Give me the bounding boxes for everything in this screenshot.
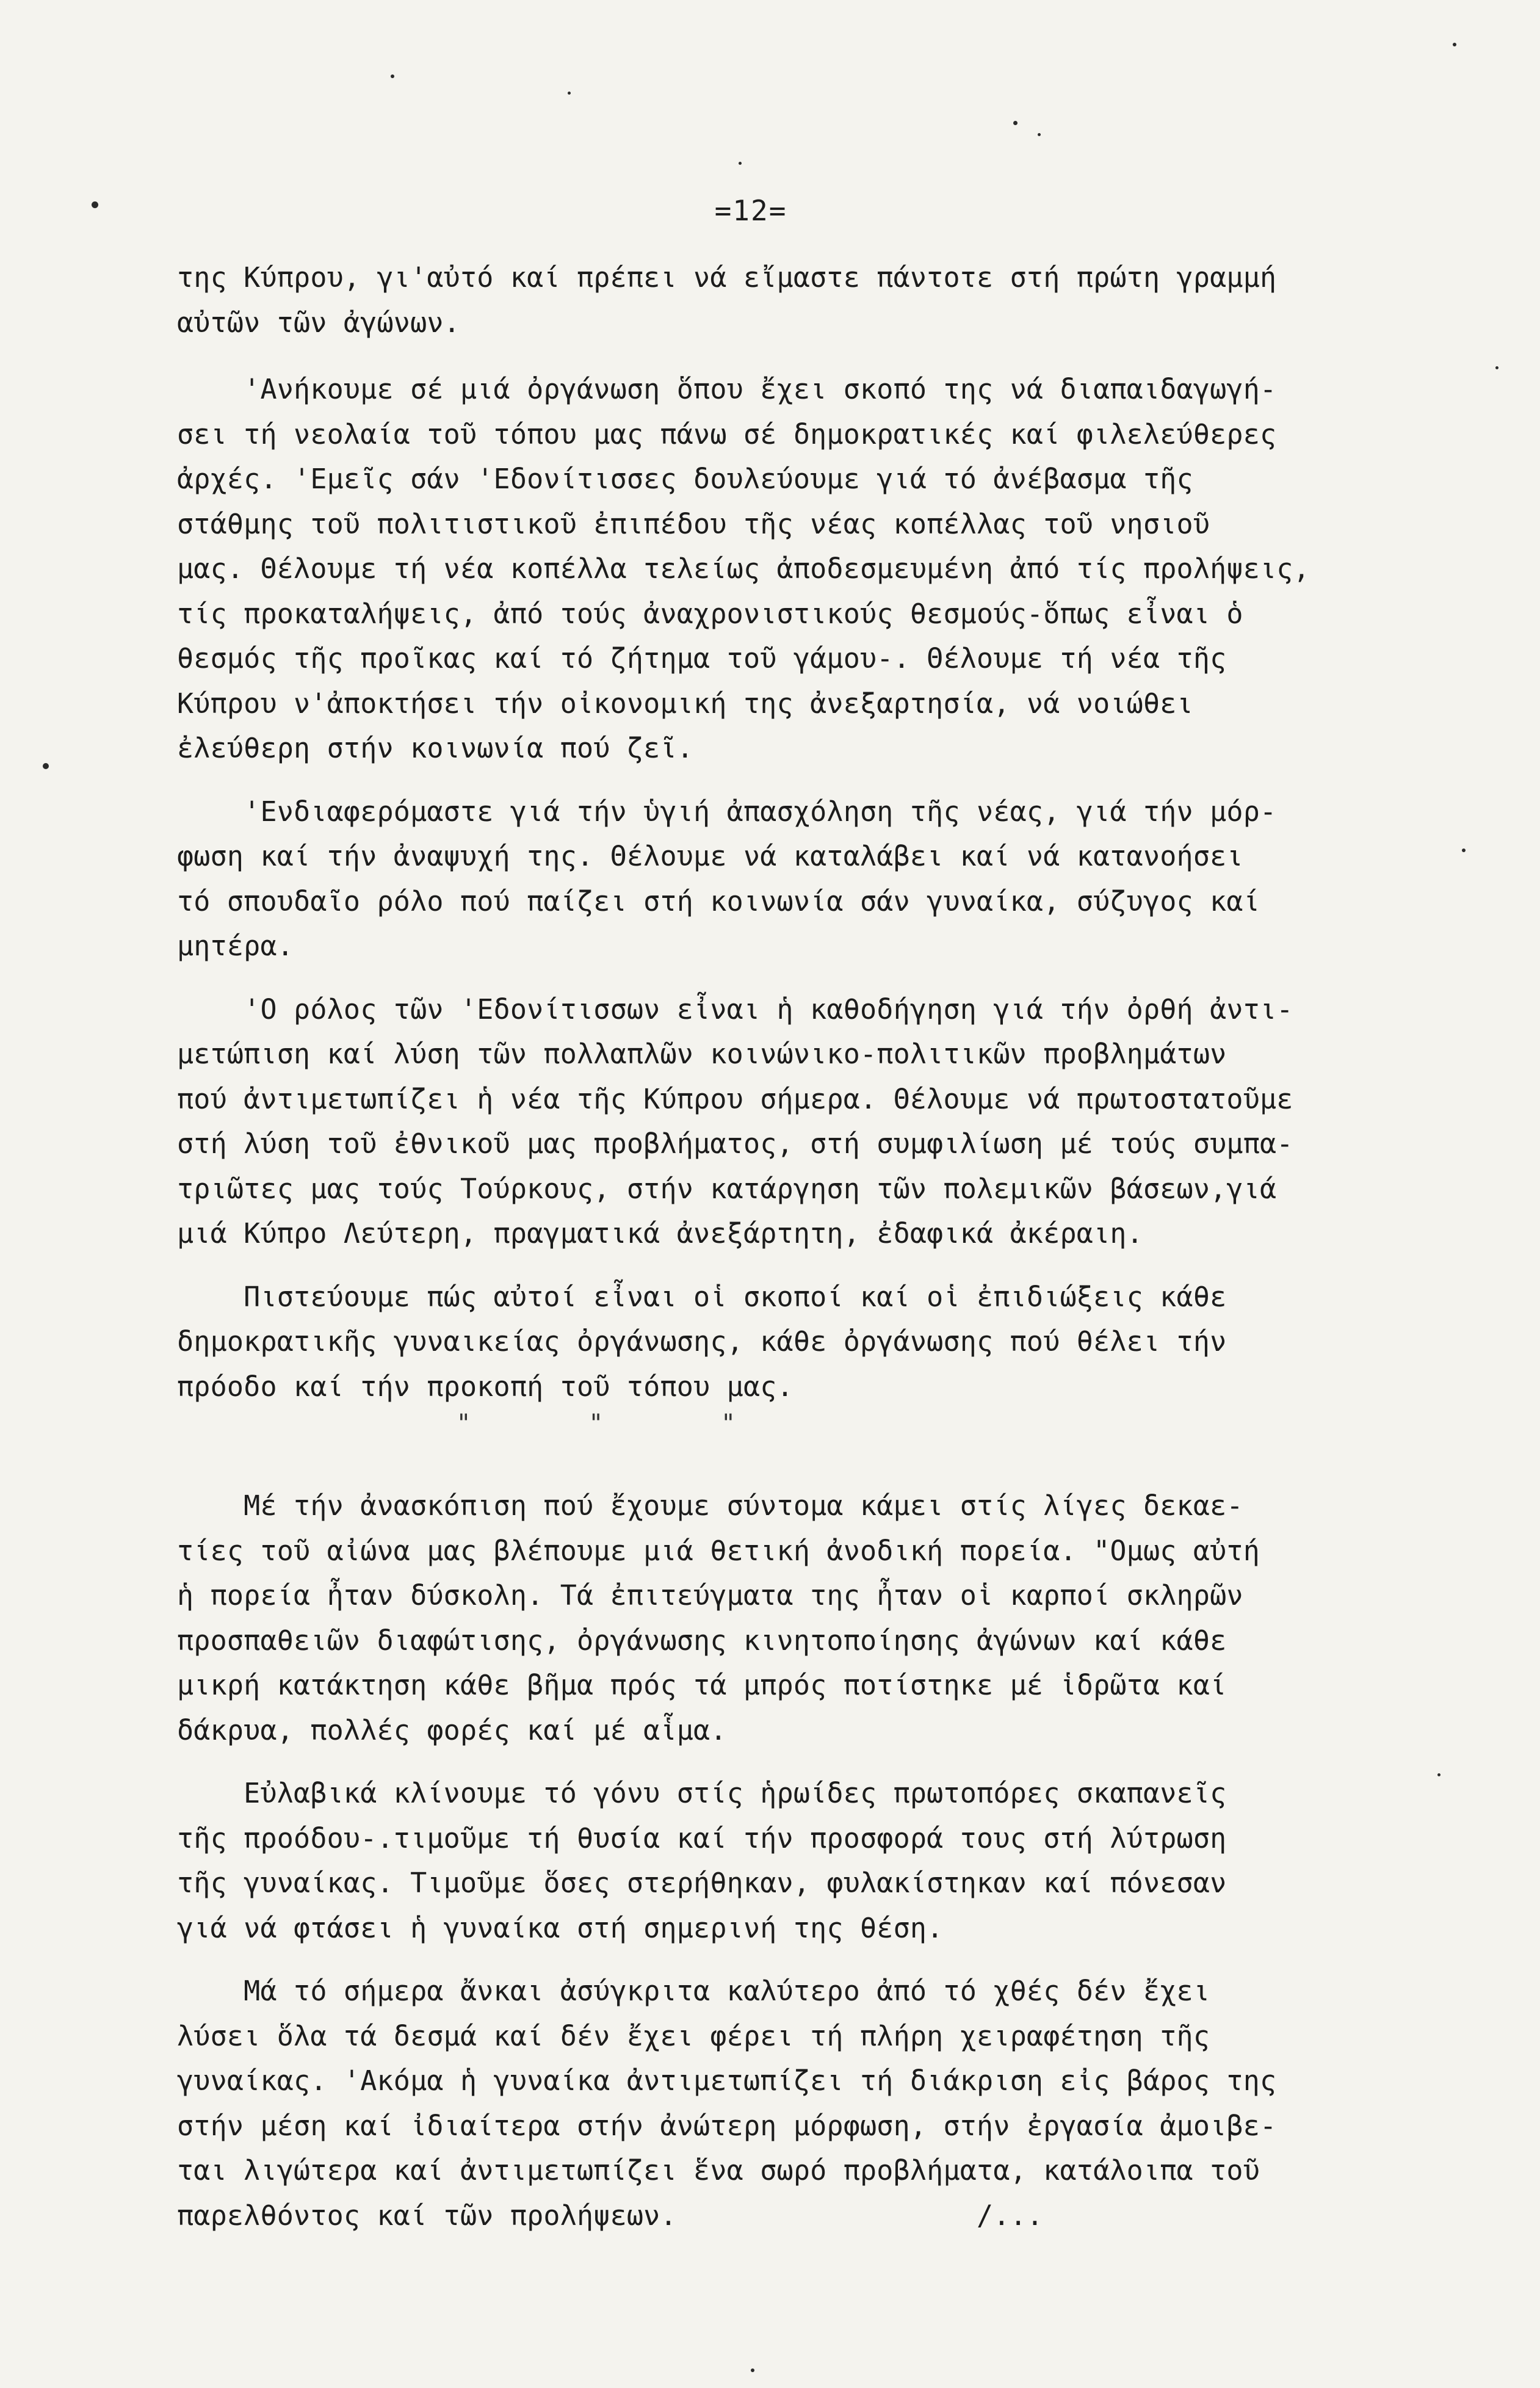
text-line: τῆς προόδου-.τιμοῦμε τή θυσία καί τήν προσφορά τους στή λύτρωση (177, 1822, 1227, 1854)
document-body (177, 255, 1471, 2238)
text-line: 'Ο ρόλος τῶν 'Εδονίτισσων εἶναι ἡ καθοδήγηση γιά τήν ὀρθή ἀντι- (177, 993, 1293, 1026)
scan-speck (751, 2368, 754, 2372)
scan-speck (1453, 43, 1456, 46)
text-line: πού ἀντιμετωπίζει ἡ νέα τῆς Κύπρου σήμερα. Θέλουμε νά πρωτοστατοῦμε (177, 1082, 1293, 1115)
text-line: μητέρα. (177, 930, 294, 962)
paragraph-aims (177, 1275, 1471, 1409)
paragraph-tribute (177, 1771, 1471, 1950)
text-line: στή λύση τοῦ ἐθνικοῦ μας προβλήματος, στή συμφιλίωση μέ τούς συμπα- (177, 1127, 1293, 1160)
paragraph-today (177, 1969, 1471, 2238)
scan-speck (568, 92, 571, 95)
text-line: τίες τοῦ αἰώνα μας βλέπουμε μιά θετική ἀνοδική πορεία. "Ομως αὐτή (177, 1534, 1260, 1567)
text-line: παρελθόντος καί τῶν προλήψεων. /... (177, 2199, 1044, 2232)
text-line: 'Ανήκουμε σέ μιά ὀργάνωση ὅπου ἔχει σκοπό της νά διαπαιδαγωγή- (177, 373, 1277, 405)
text-line: μας. Θέλουμε τή νέα κοπέλλα τελείως ἀποδεσμευμένη ἀπό τίς προλήψεις, (177, 552, 1310, 585)
text-line: ται λιγώτερα καί ἀντιμετωπίζει ἕνα σωρό προβλήματα, κατάλοιπα τοῦ (177, 2154, 1260, 2187)
scan-speck (1495, 366, 1498, 369)
text-line: 'Ενδιαφερόμαστε γιά τήν ὑγιή ἀπασχόληση τῆς νέας, γιά τήν μόρ- (177, 795, 1277, 828)
text-line: της Κύπρου, γι'αὐτό καί πρέπει νά εἴμαστε πάντοτε στή πρώτη γραμμή (177, 261, 1277, 294)
text-line: λύσει ὅλα τά δεσμά καί δέν ἔχει φέρει τή πλήρη χειραφέτηση τῆς (177, 2019, 1210, 2052)
text-line: δημοκρατικῆς γυναικείας ὀργάνωσης, κάθε ὀργάνωσης πού θέλει τήν (177, 1325, 1227, 1358)
scan-speck (1462, 848, 1466, 852)
text-line: μικρή κατάκτηση κάθε βῆμα πρός τά μπρός ποτίστηκε μέ ἱδρῶτα καί (177, 1669, 1227, 1701)
scan-speck (1437, 1773, 1441, 1776)
scan-speck (92, 201, 98, 208)
text-line: μιά Κύπρο Λεύτερη, πραγματικά ἀνεξάρτητη, ἐδαφικά ἀκέραιη. (177, 1217, 1143, 1250)
text-line: δάκρυα, πολλές φορές καί μέ αἷμα. (177, 1713, 727, 1746)
paragraph-intro (177, 255, 1471, 345)
scan-speck (1038, 133, 1041, 136)
scan-speck (43, 763, 49, 769)
text-line: προσπαθειῶν διαφώτισης, ὀργάνωσης κινητοποίησης ἀγώνων καί κάθε (177, 1624, 1227, 1657)
section-divider-marks: " " " (177, 1409, 736, 1438)
paragraph-education (177, 789, 1471, 969)
text-line: ἡ πορεία ἦταν δύσκολη. Τά ἐπιτεύγματα της ἦταν οἱ καρποί σκληρῶν (177, 1579, 1243, 1612)
text-line: ἐλεύθερη στήν κοινωνία πού ζεῖ. (177, 732, 694, 764)
text-line: αὐτῶν τῶν ἀγώνων. (177, 306, 460, 339)
text-line: Εὐλαβικά κλίνουμε τό γόνυ στίς ἡρωίδες πρωτοπόρες σκαπανεῖς (177, 1777, 1227, 1809)
text-line: στάθμης τοῦ πολιτιστικοῦ ἐπιπέδου τῆς νέας κοπέλλας τοῦ νησιοῦ (177, 507, 1210, 540)
text-line: γυναίκας. 'Ακόμα ἡ γυναίκα ἀντιμετωπίζει τή διάκριση εἰς βάρος της (177, 2064, 1277, 2097)
text-line: Μέ τήν ἀνασκόπιση πού ἔχουμε σύντομα κάμει στίς λίγες δεκαε- (177, 1489, 1243, 1522)
paragraph-role (177, 987, 1471, 1256)
text-line: φωση καί τήν ἀναψυχή της. Θέλουμε νά καταλάβει καί νά κατανοήσει (177, 840, 1243, 872)
text-line: μετώπιση καί λύση τῶν πολλαπλῶν κοινώνικο-πολιτικῶν προβλημάτων (177, 1038, 1227, 1070)
text-line: σει τή νεολαία τοῦ τόπου μας πάνω σέ δημοκρατικές καί φιλελεύθερες (177, 418, 1277, 450)
text-line: γιά νά φτάσει ἡ γυναίκα στή σημερινή της θέση. (177, 1911, 944, 1944)
paragraph-review (177, 1483, 1471, 1753)
text-line: τίς προκαταλήψεις, ἀπό τούς ἀναχρονιστικούς θεσμούς-ὅπως εἶναι ὁ (177, 597, 1243, 630)
text-line: Μά τό σήμερα ἄνκαι ἀσύγκριτα καλύτερο ἀπό τό χθές δέν ἔχει (177, 1975, 1210, 2007)
text-line: ἀρχές. 'Εμεῖς σάν 'Εδονίτισσες δουλεύουμε γιά τό ἀνέβασμα τῆς (177, 463, 1193, 495)
text-line: πρόοδο καί τήν προκοπή τοῦ τόπου μας. (177, 1370, 793, 1403)
text-line: τῆς γυναίκας. Τιμοῦμε ὅσες στερήθηκαν, φυλακίστηκαν καί πόνεσαν (177, 1867, 1227, 1899)
text-line: Κύπρου ν'ἀποκτήσει τήν οἰκονομική της ἀνεξαρτησία, νά νοιώθει (177, 687, 1193, 720)
page-number: =12= (714, 194, 787, 227)
text-line: Πιστεύουμε πώς αὐτοί εἶναι οἱ σκοποί καί οἱ ἐπιδιώξεις κάθε (177, 1280, 1227, 1313)
scan-speck (739, 162, 742, 165)
text-line: στήν μέση καί ἰδιαίτερα στήν ἀνώτερη μόρφωση, στήν ἐργασία ἀμοιβε- (177, 2109, 1277, 2142)
scan-speck (1013, 121, 1018, 125)
paragraph-organisation (177, 367, 1471, 771)
text-line: τριῶτες μας τούς Τούρκους, στήν κατάργηση τῶν πολεμικῶν βάσεων,γιά (177, 1172, 1277, 1205)
text-line: τό σπουδαῖο ρόλο πού παίζει στή κοινωνία σάν γυναίκα, σύζυγος καί (177, 885, 1260, 917)
text-line: θεσμός τῆς προῖκας καί τό ζήτημα τοῦ γάμου-. Θέλουμε τή νέα τῆς (177, 642, 1227, 675)
scan-speck (391, 74, 394, 78)
